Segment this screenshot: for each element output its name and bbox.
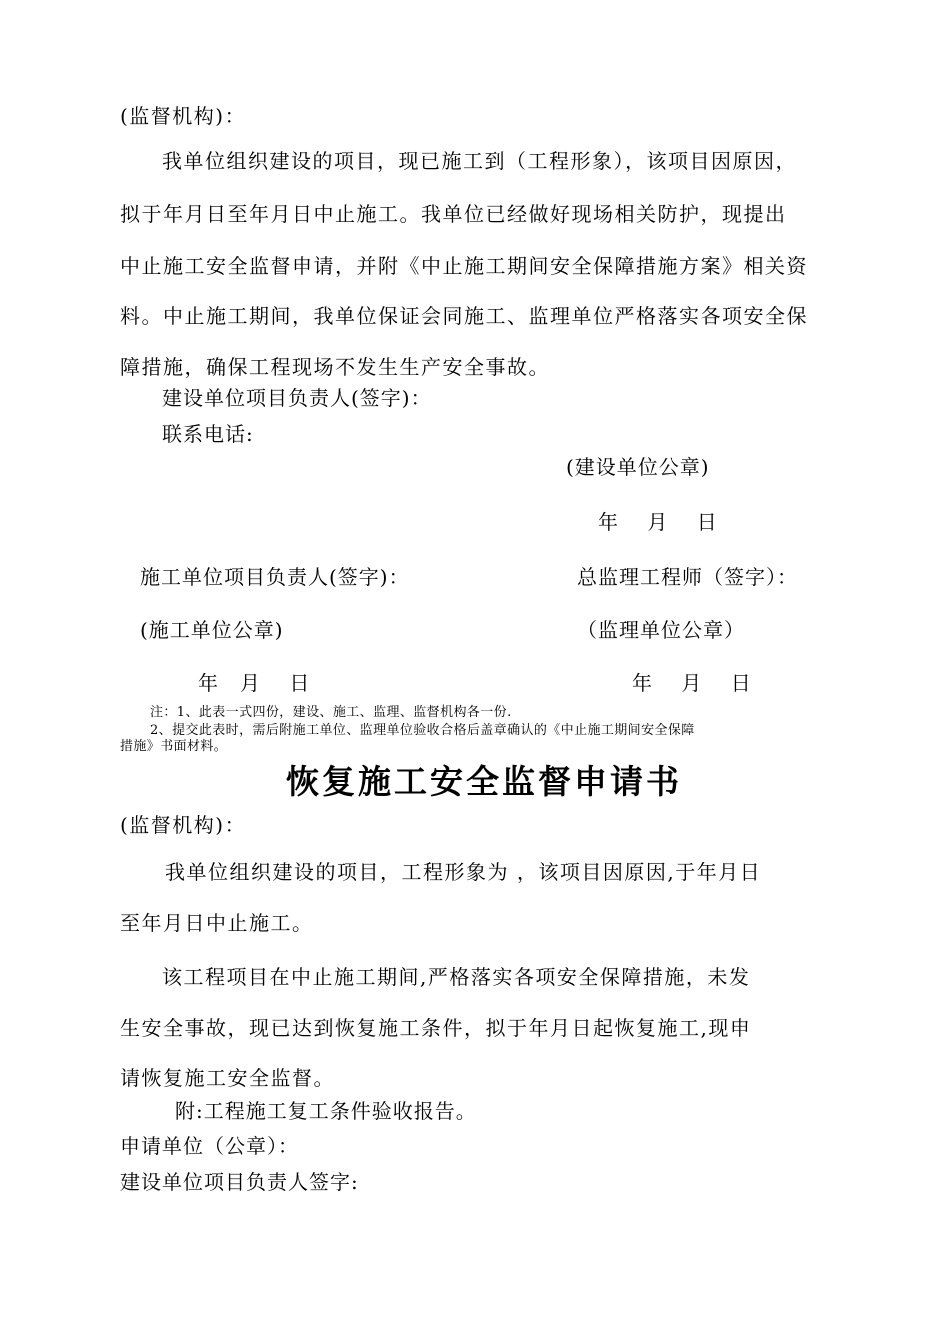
paragraph-line: 该工程项目在中止施工期间,严格落实各项安全保障措施，未发 — [162, 965, 751, 989]
paragraph-line: 障措施，确保工程现场不发生生产安全事故。 — [120, 355, 550, 379]
contractor-signature-label: 施工单位项目负责人(签字)： — [140, 565, 410, 589]
addressee-line: (监督机构)： — [120, 813, 247, 837]
paragraph-line: 至年月日中止施工。 — [120, 911, 314, 935]
owner-seal-label: (建设单位公章) — [566, 455, 710, 479]
applicant-seal-label: 申请单位（公章）： — [120, 1134, 299, 1158]
note-line: 2、提交此表时，需后附施工单位、监理单位验收合格后盖章确认的《中止施工期间安全保障 — [150, 723, 695, 738]
owner-signature-label: 建设单位项目负责人(签字)： — [162, 386, 432, 410]
paragraph-line: 料。中止施工期间，我单位保证会同施工、监理单位严格落实各项安全保 — [120, 304, 808, 328]
contractor-date: 年 月 日 — [198, 671, 311, 695]
paragraph-line: 请恢复施工安全监督。 — [120, 1066, 335, 1090]
owner-signature-label: 建设单位项目负责人签字: — [120, 1170, 359, 1194]
paragraph-line: 生安全事故，现已达到恢复施工条件，拟于年月日起恢复施工,现申 — [120, 1016, 752, 1040]
paragraph-line: 我单位组织建设的项目，现已施工到（工程形象），该项目因原因， — [162, 149, 797, 173]
document-title: 恢复施工安全监督申请书 — [286, 762, 682, 801]
supervisor-seal-label: （监理单位公章） — [577, 618, 745, 642]
paragraph-line: 我单位组织建设的项目，工程形象为 ，该项目因原因,于年月日 — [165, 860, 762, 884]
paragraph-line: 中止施工安全监督申请，并附《中止施工期间安全保障措施方案》相关资 — [120, 254, 808, 278]
note-line: 措施》书面材料。 — [120, 739, 228, 754]
note-line: 注：1、此表一式四份，建设、施工、监理、监督机构各一份. — [150, 705, 512, 720]
addressee-line: (监督机构)： — [120, 104, 247, 128]
attachment-line: 附:工程施工复工条件验收报告。 — [175, 1099, 477, 1123]
owner-date: 年 月 日 — [598, 510, 718, 534]
phone-label: 联系电话: — [162, 422, 254, 446]
supervisor-signature-label: 总监理工程师（签字）： — [577, 565, 798, 589]
paragraph-line: 拟于年月日至年月日中止施工。我单位已经做好现场相关防护，现提出 — [120, 202, 787, 226]
contractor-seal-label: (施工单位公章) — [140, 618, 284, 642]
supervisor-date: 年 月 日 — [632, 671, 752, 695]
